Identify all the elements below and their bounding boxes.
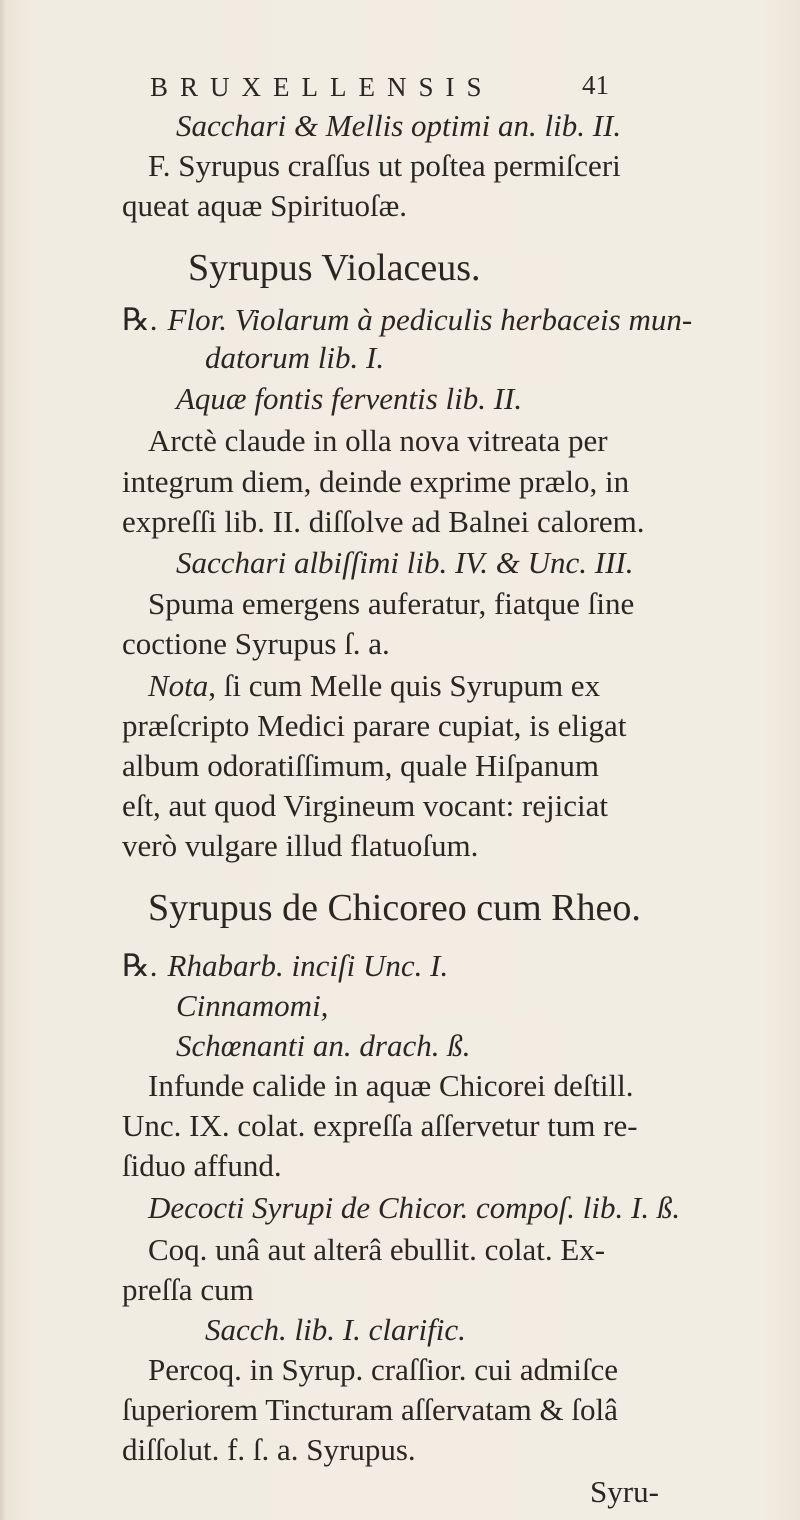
- text-line-31: ſuperiorem Tincturam aſſervatam & ſolâ: [122, 1392, 618, 1427]
- text-line-1: Sacchari & Mellis optimi an. lib. II.: [176, 108, 622, 143]
- text-line-18: verò vulgare illud flatuoſum.: [122, 828, 479, 863]
- text-line-22: Schœnanti an. drach. ß.: [176, 1028, 471, 1063]
- text-line-9: integrum diem, deinde exprime prælo, in: [122, 464, 630, 499]
- text-line-17: eſt, aut quod Virgineum vocant: rejiciat: [122, 788, 608, 823]
- text-line-28: preſſa cum: [122, 1272, 254, 1307]
- section-heading-syrupus-de-chicoreo: Syrupus de Chicoreo cum Rheo.: [148, 887, 641, 929]
- page-gutter: [0, 0, 6, 1520]
- text-line-5: [122, 300, 692, 340]
- text-line-7: Aquæ fontis ferventis lib. II.: [176, 381, 523, 416]
- text-line-13: coctione Syrupus ſ. a.: [122, 626, 390, 661]
- text-line-29: Sacch. lib. I. clarific.: [205, 1312, 466, 1347]
- text-line-2: F. Syrupus craſſus ut poſtea permiſceri: [148, 148, 621, 183]
- section-heading-syrupus-violaceus: Syrupus Violaceus.: [188, 247, 481, 289]
- text-line-21: Cinnamomi,: [176, 988, 329, 1023]
- text-line-6: datorum lib. I.: [205, 340, 385, 375]
- text-line-14: [148, 666, 600, 706]
- text-line-25: ſiduo affund.: [122, 1148, 282, 1183]
- text-line-30: Percoq. in Syrup. craſſior. cui admiſce: [148, 1352, 619, 1387]
- text-line-27: Coq. unâ aut alterâ ebullit. colat. Ex-: [148, 1232, 606, 1267]
- catchword: Syru-: [590, 1474, 659, 1509]
- text-line-10: expreſſi lib. II. diſſolve ad Balnei calorem.: [122, 504, 645, 539]
- text-line-3: queat aquæ Spirituoſæ.: [122, 188, 408, 223]
- text-line-14-content: , ſi cum Melle quis Syrupum ex: [208, 668, 601, 703]
- running-head: BRUXELLENSIS: [150, 72, 494, 102]
- text-line-8: Arctè claude in olla nova vitreata per: [148, 423, 608, 458]
- text-line-20: [122, 946, 448, 986]
- text-line-11: Sacchari albiſſimi lib. IV. & Unc. III.: [176, 545, 634, 580]
- nota-label: Nota: [148, 668, 209, 703]
- page-number: 41: [582, 70, 609, 100]
- text-line-20-content: Rhabarb. inciſi Unc. I.: [167, 948, 449, 983]
- text-line-5-content: Flor. Violarum à pediculis herbaceis mun-: [167, 302, 693, 337]
- text-line-12: Spuma emergens auferatur, fiatque ſine: [148, 586, 635, 621]
- text-line-32: diſſolut. f. ſ. a. Syrupus.: [122, 1432, 416, 1467]
- recipe-symbol: ℞.: [122, 302, 158, 337]
- text-line-15: præſcripto Medici parare cupiat, is eligat: [122, 708, 627, 743]
- text-line-16: album odoratiſſimum, quale Hiſpanum: [122, 748, 599, 783]
- text-line-26: Decocti Syrupi de Chicor. compoſ. lib. I. ß.: [148, 1190, 681, 1225]
- recipe-symbol: ℞.: [122, 948, 158, 983]
- text-line-24: Unc. IX. colat. expreſſa aſſervetur tum re-: [122, 1108, 638, 1143]
- text-line-23: Infunde calide in aquæ Chicorei deſtill.: [148, 1068, 634, 1103]
